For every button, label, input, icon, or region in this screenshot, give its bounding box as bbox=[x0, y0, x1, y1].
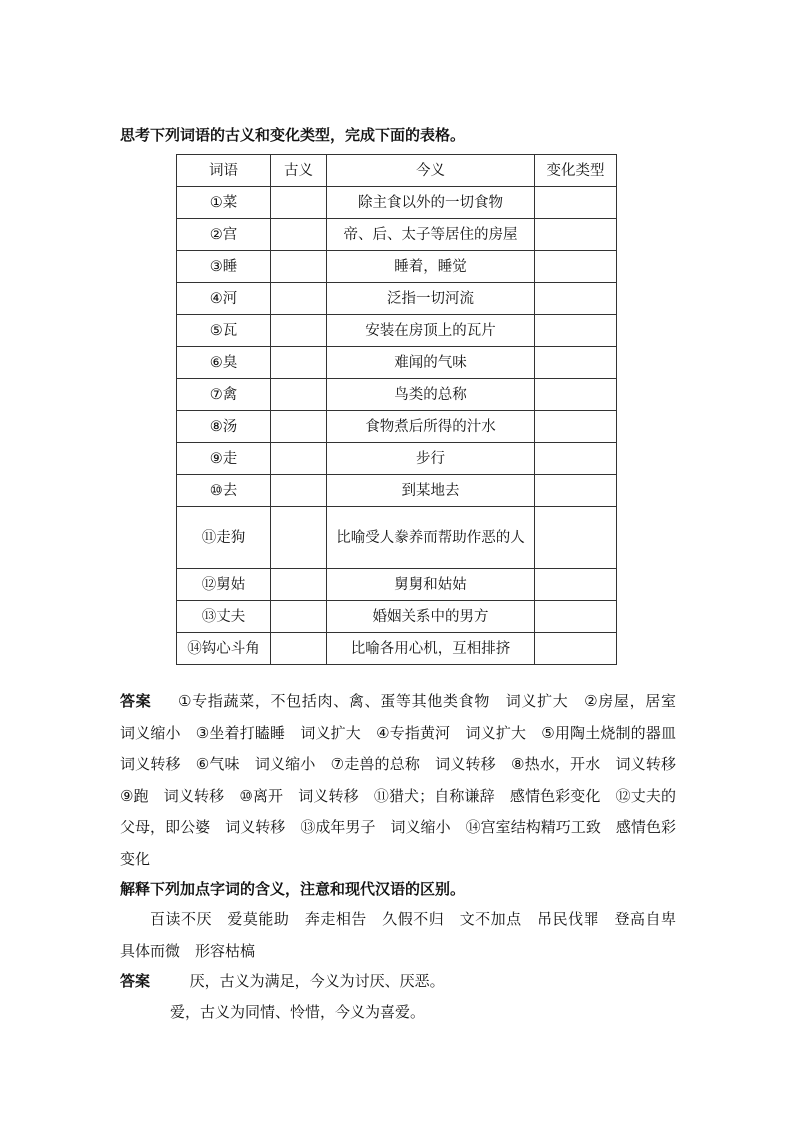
cell-modern: 帝、后、太子等居住的房屋 bbox=[327, 219, 535, 251]
answer-block-phrases bbox=[120, 970, 445, 991]
cell-type bbox=[535, 507, 617, 569]
cell-word: ⑧汤 bbox=[177, 411, 271, 443]
cell-ancient bbox=[271, 283, 327, 315]
cell-word: ⑭钩心斗角 bbox=[177, 633, 271, 665]
cell-modern: 鸟类的总称 bbox=[327, 379, 535, 411]
cell-modern: 泛指一切河流 bbox=[327, 283, 535, 315]
cell-modern: 食物煮后所得的汁水 bbox=[327, 411, 535, 443]
table-row bbox=[177, 219, 617, 251]
section-heading-vocab-table: 思考下列词语的古义和变化类型，完成下面的表格。 bbox=[120, 126, 466, 144]
cell-word: ⑫舅姑 bbox=[177, 569, 271, 601]
answer-line-1: 厌，古义为满足，今义为讨厌、厌恶。 bbox=[189, 972, 445, 990]
cell-modern: 难闻的气味 bbox=[327, 347, 535, 379]
cell-type bbox=[535, 379, 617, 411]
cell-modern: 比喻各用心机，互相排挤 bbox=[327, 633, 535, 665]
table-row bbox=[177, 601, 617, 633]
cell-word: ⑥臭 bbox=[177, 347, 271, 379]
cell-ancient bbox=[271, 443, 327, 475]
cell-type bbox=[535, 633, 617, 665]
table-row bbox=[177, 251, 617, 283]
cell-ancient bbox=[271, 601, 327, 633]
answer-label: 答案 bbox=[120, 972, 151, 990]
cell-ancient bbox=[271, 475, 327, 507]
cell-type bbox=[535, 251, 617, 283]
table-row bbox=[177, 633, 617, 665]
table-row bbox=[177, 443, 617, 475]
answer-label: 答案 bbox=[120, 692, 152, 710]
cell-ancient bbox=[271, 187, 327, 219]
table-row bbox=[177, 569, 617, 601]
vocab-table bbox=[176, 154, 617, 665]
cell-word: ①菜 bbox=[177, 187, 271, 219]
cell-modern: 比喻受人豢养而帮助作恶的人 bbox=[327, 507, 535, 569]
cell-word: ⑦禽 bbox=[177, 379, 271, 411]
header-modern-meaning: 今义 bbox=[327, 155, 535, 187]
cell-ancient bbox=[271, 219, 327, 251]
cell-type bbox=[535, 443, 617, 475]
table-row bbox=[177, 187, 617, 219]
cell-type bbox=[535, 283, 617, 315]
cell-ancient bbox=[271, 347, 327, 379]
cell-type bbox=[535, 315, 617, 347]
answer-block-vocab bbox=[120, 686, 692, 875]
cell-modern: 婚姻关系中的男方 bbox=[327, 601, 535, 633]
cell-type bbox=[535, 411, 617, 443]
cell-word: ⑬丈夫 bbox=[177, 601, 271, 633]
header-word: 词语 bbox=[177, 155, 271, 187]
cell-word: ⑨走 bbox=[177, 443, 271, 475]
phrase-list: 百读不厌 爱莫能助 奔走相告 久假不归 文不加点 吊民伐罪 登高自卑 具体而微 形容枯槁 bbox=[120, 910, 692, 960]
table-row bbox=[177, 379, 617, 411]
table-row bbox=[177, 315, 617, 347]
answer-text: ①专指蔬菜，不包括肉、禽、蛋等其他类食物 词义扩大 ②房屋，居室 词义缩小 ③坐着打瞌睡 词义扩大 ④专指黄河 词义扩大 ⑤用陶土烧制的器皿 词义转移 ⑥气味 词义缩小 ⑦走兽的总称 词义转移 ⑧热水，开水 词义转移 ⑨跑 词义转移 ⑩离开 词义转移 ⑪猎犬；自称谦辞 感情色彩变化 ⑫丈夫的父母，即公婆 词义转移 ⑬成年男子 词义缩小 ⑭宫室结构精巧工致 感情色彩变化 bbox=[120, 692, 692, 868]
cell-modern: 到某地去 bbox=[327, 475, 535, 507]
cell-ancient bbox=[271, 507, 327, 569]
cell-word: ②宫 bbox=[177, 219, 271, 251]
cell-modern: 步行 bbox=[327, 443, 535, 475]
table-row bbox=[177, 347, 617, 379]
cell-type bbox=[535, 569, 617, 601]
cell-ancient bbox=[271, 379, 327, 411]
table-row bbox=[177, 283, 617, 315]
table-header-row bbox=[177, 155, 617, 187]
cell-word: ③睡 bbox=[177, 251, 271, 283]
cell-modern: 安装在房顶上的瓦片 bbox=[327, 315, 535, 347]
cell-ancient bbox=[271, 569, 327, 601]
cell-ancient bbox=[271, 411, 327, 443]
cell-modern: 睡着，睡觉 bbox=[327, 251, 535, 283]
cell-type bbox=[535, 219, 617, 251]
cell-word: ⑪走狗 bbox=[177, 507, 271, 569]
answer-line-2: 爱，古义为同情、怜惜，今义为喜爱。 bbox=[170, 1003, 426, 1021]
cell-ancient bbox=[271, 633, 327, 665]
header-ancient-meaning: 古义 bbox=[271, 155, 327, 187]
cell-word: ④河 bbox=[177, 283, 271, 315]
cell-type bbox=[535, 347, 617, 379]
cell-modern: 舅舅和姑姑 bbox=[327, 569, 535, 601]
cell-ancient bbox=[271, 315, 327, 347]
header-change-type: 变化类型 bbox=[535, 155, 617, 187]
cell-word: ⑤瓦 bbox=[177, 315, 271, 347]
cell-word: ⑩去 bbox=[177, 475, 271, 507]
table-row bbox=[177, 411, 617, 443]
cell-type bbox=[535, 187, 617, 219]
cell-type bbox=[535, 475, 617, 507]
section-heading-dotted-words: 解释下列加点字词的含义，注意和现代汉语的区别。 bbox=[120, 880, 466, 898]
cell-ancient bbox=[271, 251, 327, 283]
cell-type bbox=[535, 601, 617, 633]
table-row bbox=[177, 507, 617, 569]
cell-modern: 除主食以外的一切食物 bbox=[327, 187, 535, 219]
table-row bbox=[177, 475, 617, 507]
